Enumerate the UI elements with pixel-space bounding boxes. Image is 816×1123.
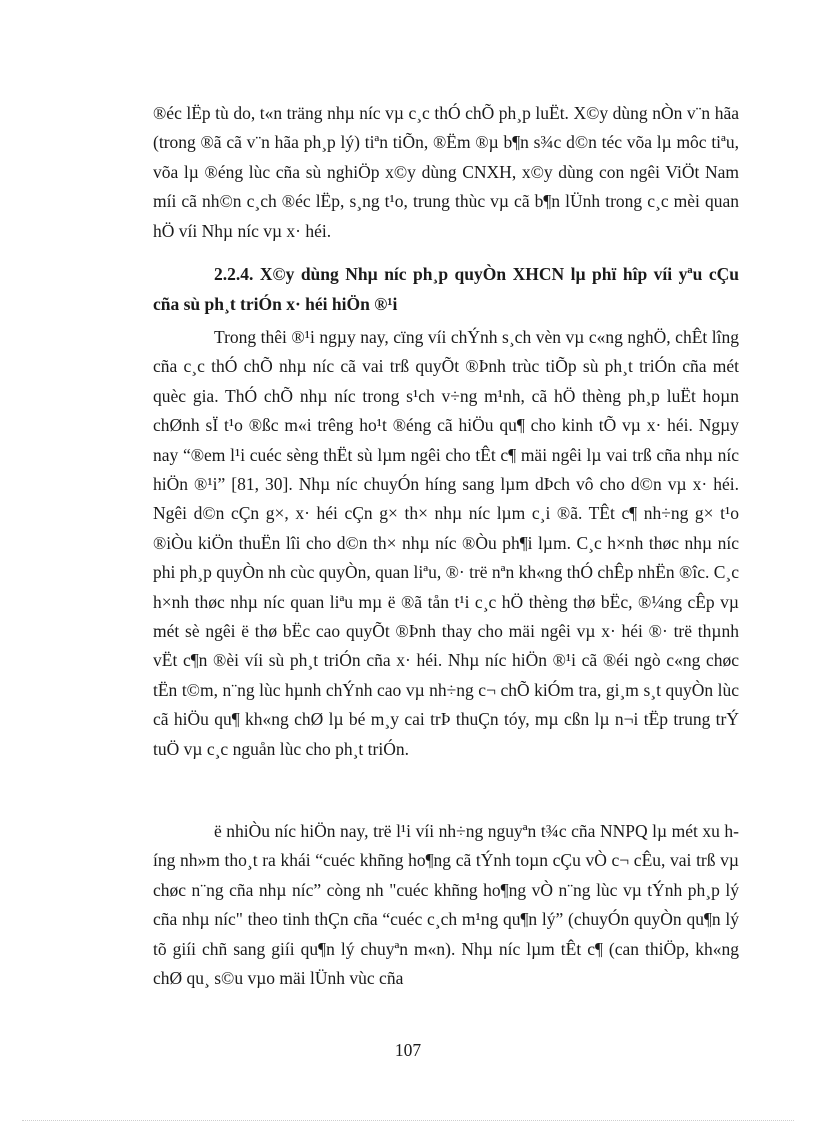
paragraph-body: Trong thêi ®¹i ngµy nay, cïng víi chÝnh s¸ch vèn vµ c«ng nghÖ, chÊt lîng cña c¸c thÓ chÕ nhµ níc cã vai trß quyÕt ®Þnh trùc tiÕp sù ph¸t triÓn cña mét quèc gia. ThÓ chÕ nhµ níc trong s¹ch v÷ng m¹nh, cã hÖ thèng ph¸p luËt hoµn chØnh sÏ t¹o ®ßc m«i trêng ho¹t ®éng cã hiÖu qu¶ cho kinh tÕ vµ x· héi. Ngµy nay “®em l¹i cuéc sèng thËt sù lµm ngêi cho tÊt c¶ mäi ngêi lµ vai trß cña nhµ níc hiÖn ®¹i” [81, 30]. Nhµ níc chuyÓn híng sang lµm dÞch vô cho d©n vµ x· héi. Ngêi d©n cÇn g×, x· héi cÇn g× th× nhµ níc lµm c¸i ®ã. TÊt c¶ nh÷ng g× t¹o ®iÒu kiÖn thuËn lîi cho d©n th× nhµ níc ®Òu ph¶i lµm. C¸c h×nh thøc nhµ níc phi ph¸p quyÒn nh cùc quyÒn, quan liªu, ®· trë nªn kh«ng thÓ chÊp nhËn ®îc. C¸c h×nh thøc nhµ níc quan liªu mµ ë ®ã tån t¹i c¸c hÖ thèng thø bËc, ®¼ng cÊp vµ mét sè ngêi ë thø bËc cao quyÕt ®Þnh thay cho mäi ngêi vµ x· héi ®· trë thµnh vËt c¶n ®èi víi sù ph¸t triÓn cña x· héi. Nhµ níc hiÖn ®¹i cã ®éi ngò c«ng chøc tËn t©m, n¨ng lùc hµnh chÝnh cao vµ nh÷ng c¬ chÕ kiÓm tra, gi¸m s¸t quyÒn lùc cã hiÖu qu¶ kh«ng chØ lµ bé m¸y cai trÞ thuÇn tóy, mµ cßn lµ n¬i tËp trung trÝ tuÖ vµ c¸c nguån lùc cho ph¸t triÓn. — [153, 327, 739, 759]
paragraph-closing: ë nhiÒu níc hiÖn nay, trë l¹i víi nh÷ng nguyªn t¾c cña NNPQ lµ mét xu híng nh»m tho¸t ra khái “cuéc khñng ho¶ng cã tÝnh toµn cÇu vÒ c¬ cÊu, vai trß vµ chøc n¨ng cña nhµ níc” còng nh "cuéc khñng ho¶ng vÒ n¨ng lùc vµ tÝnh ph¸p lý cña nhµ níc" theo tinh thÇn cña “cuéc c¸ch m¹ng qu¶n lý” (chuyÓn quyÒn qu¶n lý tõ giíi chñ sang giíi qu¶n lý chuyªn m«n). Nhµ níc lµm tÊt c¶ (can thiÖp, kh«ng chØ qu¸ s©u vµo mäi lÜnh vùc cña — [153, 821, 739, 989]
page-divider — [22, 1120, 794, 1121]
section-heading: 2.2.4. X©y dùng Nhµ níc ph¸p quyÒn XHCN lµ phï hîp víi yªu cÇu cña sù ph¸t triÓn x· héi hiÖn ®¹i — [153, 264, 739, 314]
page-number: 107 — [394, 1040, 422, 1060]
paragraph-intro: ®éc lËp tù do, t«n träng nhµ níc vµ c¸c thÓ chÕ ph¸p luËt. X©y dùng nÒn v¨n hãa (trong ®ã cã v¨n hãa ph¸p lý) tiªn tiÕn, ®Ëm ®µ b¶n s¾c d©n téc võa lµ môc tiªu, võa lµ ®éng lùc cña sù nghiÖp x©y dùng CNXH, x©y dùng con ngêi ViÖt Nam míi cã nh©n c¸ch ®éc lËp, s¸ng t¹o, trung thùc vµ cã b¶n lÜnh trong c¸c mèi quan hÖ víi Nhµ níc vµ x· héi. — [153, 103, 739, 241]
